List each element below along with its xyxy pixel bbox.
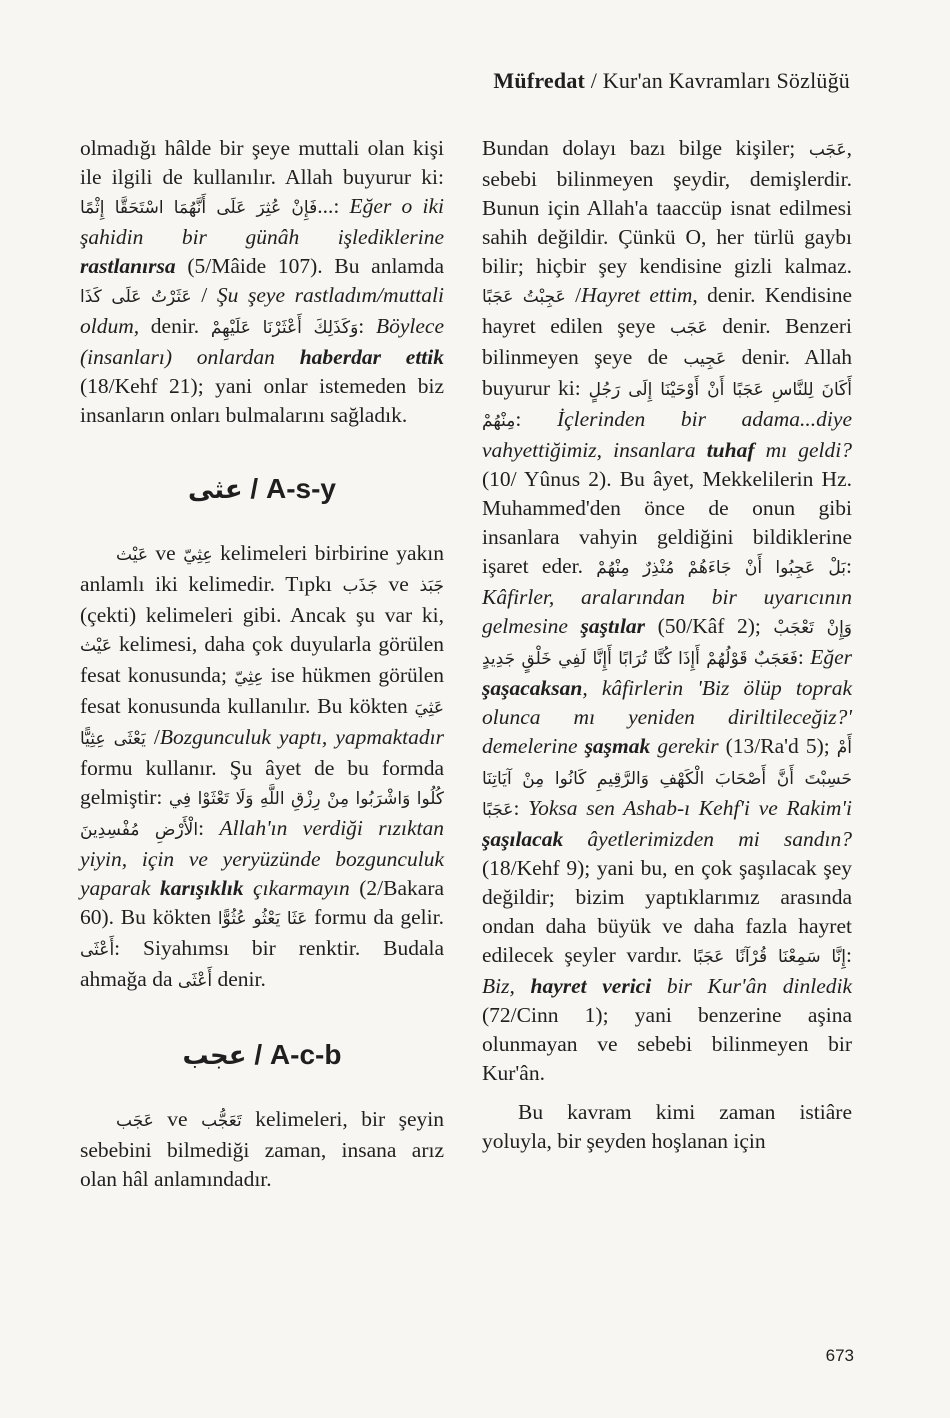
heading-latin-root: / A-s-y (242, 473, 337, 504)
paragraph: Bu kavram kimi zaman istiâre yoluyla, bir şeyden hoşlanan için (482, 1100, 852, 1153)
heading-latin-root: / A-c-b (246, 1039, 342, 1070)
left-column (80, 134, 444, 1194)
arabic-verse: أَكَانَ لِلنَّاسِ عَجَبًا أَنْ أَوْحَيْنَا إِلَى رَجُلٍ مِنْهُمْ (482, 380, 852, 431)
entry-heading-a-s-y (80, 474, 444, 505)
arabic-verse: وَإِنْ تَعْجَبْ فَعَجَبٌ قَوْلُهُمْ أَإِذَا كُنَّا تُرَابًا أَإِنَّا لَفِي خَلْقٍ جَدِيدٍ (482, 618, 853, 669)
right-column (482, 134, 852, 1156)
heading-arabic-root: عجب (182, 1041, 247, 1071)
paragraph: عَجَب ve تَعَجُّب kelimeleri, bir şeyin sebebini bilmediği zaman, insana arız olan hâl anlamındadır. (80, 1107, 445, 1191)
paragraph: عَيْث ve عِثِيّ kelimeleri birbirine yakın anlamlı iki kelimedir. Tıpkı جَذَب ve جَبَذ (çekti) kelimeleri gibi. Ancak şu var ki, عَيْث kelimesi, daha çok duyularla görülen fesat konusunda; عِثِيّ ise hükmen görülen fesat konusunda kullanılır. Bu kökten عَثِيَ يَعْثَى عِثِيًّا /Bozgunculuk yaptı, yapmaktadır formu kullanır. Şu âyet de bu formda gelmiştir: كُلُوا وَاشْرَبُوا مِنْ رِزْقِ اللَّهِ وَلَا تَعْثَوْا فِي الْأَرْضِ مُفْسِدِينَ: Allah'ın verdiği rızıktan yiyin, için ve yeryüzünde bozgunculuk yaparak karışıklık çıkarmayın (2/Bakara 60). Bu kökten عَثَا يَعْثُو عُثُوًّا formu da gelir. أَعْثَى: Siyahımsı bir renktir. Budala ahmağa da أَعْثَى denir. (80, 541, 445, 991)
page-number: 673 (825, 1346, 854, 1365)
paragraph: Bundan dolayı bazı bilge kişiler; عَجَب, sebebi bilinmeyen şeydir, demişlerdir. Bunun için Allah'a taaccüp isnat edilmesi sahih değildir. Çünkü O, her türlü gaybı bilir; hiçbir şey kendisine gizli kalmaz. عَجِبْتُ عَجَبًا /Hayret ettim, denir. Kendisine hayret edilen şeye عَجَب denir. Benzeri bilinmeyen şeye de عَجِيب denir. Allah buyurur ki: أَكَانَ لِلنَّاسِ عَجَبًا أَنْ أَوْحَيْنَا إِلَى رَجُلٍ مِنْهُمْ: İçlerinden bir adama...diye vahyettiğimiz, insanlara tuhaf mı geldi? (10/ Yûnus 2). Bu âyet, Mekkelilerin Hz. Muhammed'den önce de onun gibi insanlara vahyin geldiğini bildiklerine işaret eder. بَلْ عَجِبُوا أَنْ جَاءَهُمْ مُنْذِرٌ مِنْهُمْ: Kâfirler, aralarından bir uyarıcının gelmesine şaştılar (50/Kâf 2); وَإِنْ تَعْجَبْ فَعَجَبٌ قَوْلُهُمْ أَإِذَا كُنَّا تُرَابًا أَإِنَّا لَفِي خَلْقٍ جَدِيدٍ: Eğer şaşacaksan, kâfirlerin 'Biz ölüp toprak olunca mı yeniden diriltileceğiz?' demelerine şaşmak gerekir (13/Ra'd 5); أَمْ حَسِبْتَ أَنَّ أَصْحَابَ الْكَهْفِ وَالرَّقِيمِ كَانُوا مِنْ آيَاتِنَا عَجَبًا: Yoksa sen Ashab-ı Kehf'i ve Rakim'i şaşılacak âyetlerimizden mi sandın? (18/Kehf 9); yani bu, en çok şaşılacak şey değildir; bizim yaptıklarımız arasında ondan daha büyük ve daha fazla hayret edilecek şeyler vardır. إِنَّا سَمِعْنَا قُرْآنًا عَجَبًا: Biz, hayret verici bir Kur'ân dinledik (72/Cinn 1); yani benzerine aşina olunmayan ve sebebi bilinmeyen bir Kur'ân. (482, 136, 853, 1085)
arabic-verse: فَإِنْ عُثِرَ عَلَى أَنَّهُمَا اسْتَحَقَّا إِثْمًا (80, 198, 318, 218)
heading-arabic-root: عثى (187, 475, 243, 505)
header-subtitle: / Kur'an Kavramları Sözlüğü (585, 68, 850, 93)
entry-heading-a-c-b (80, 1040, 444, 1071)
arabic-verse: وَكَذَلِكَ أَعْثَرْنَا عَلَيْهِمْ (210, 318, 359, 338)
arabic-verse: بَلْ عَجِبُوا أَنْ جَاءَهُمْ مُنْذِرٌ مِنْهُمْ (596, 558, 846, 578)
arabic-verse: إِنَّا سَمِعْنَا قُرْآنًا عَجَبًا (692, 947, 847, 967)
paragraph: olmadığı hâlde bir şeye muttali olan kişi ile ilgili de kullanılır. Allah buyurur ki: فَإِنْ عُثِرَ عَلَى أَنَّهُمَا اسْتَحَقَّا إِثْمًا...: Eğer o iki şahidin bir günâh işlediklerine rastlanırsa (5/Mâide 107). Bu anlamda عَثَرْتُ عَلَى كَذَا / Şu şeye rastladım/muttali oldum, denir. وَكَذَلِكَ أَعْثَرْنَا عَلَيْهِمْ: Böylece (insanları) onlardan haberdar ettik (18/Kehf 21); yani onlar istemeden biz insanların onları bulmalarını sağladık. (80, 136, 444, 427)
arabic-verse: كُلُوا وَاشْرَبُوا مِنْ رِزْقِ اللَّهِ وَلَا تَعْثَوْا فِي الْأَرْضِ مُفْسِدِينَ (80, 789, 444, 840)
running-header (493, 68, 850, 94)
header-book-title: Müfredat (493, 68, 586, 93)
arabic-phrase: عَثَرْتُ عَلَى كَذَا (80, 287, 192, 307)
arabic-verse: أَمْ حَسِبْتَ أَنَّ أَصْحَابَ الْكَهْفِ وَالرَّقِيمِ كَانُوا مِنْ آيَاتِنَا عَجَبًا (482, 738, 852, 820)
